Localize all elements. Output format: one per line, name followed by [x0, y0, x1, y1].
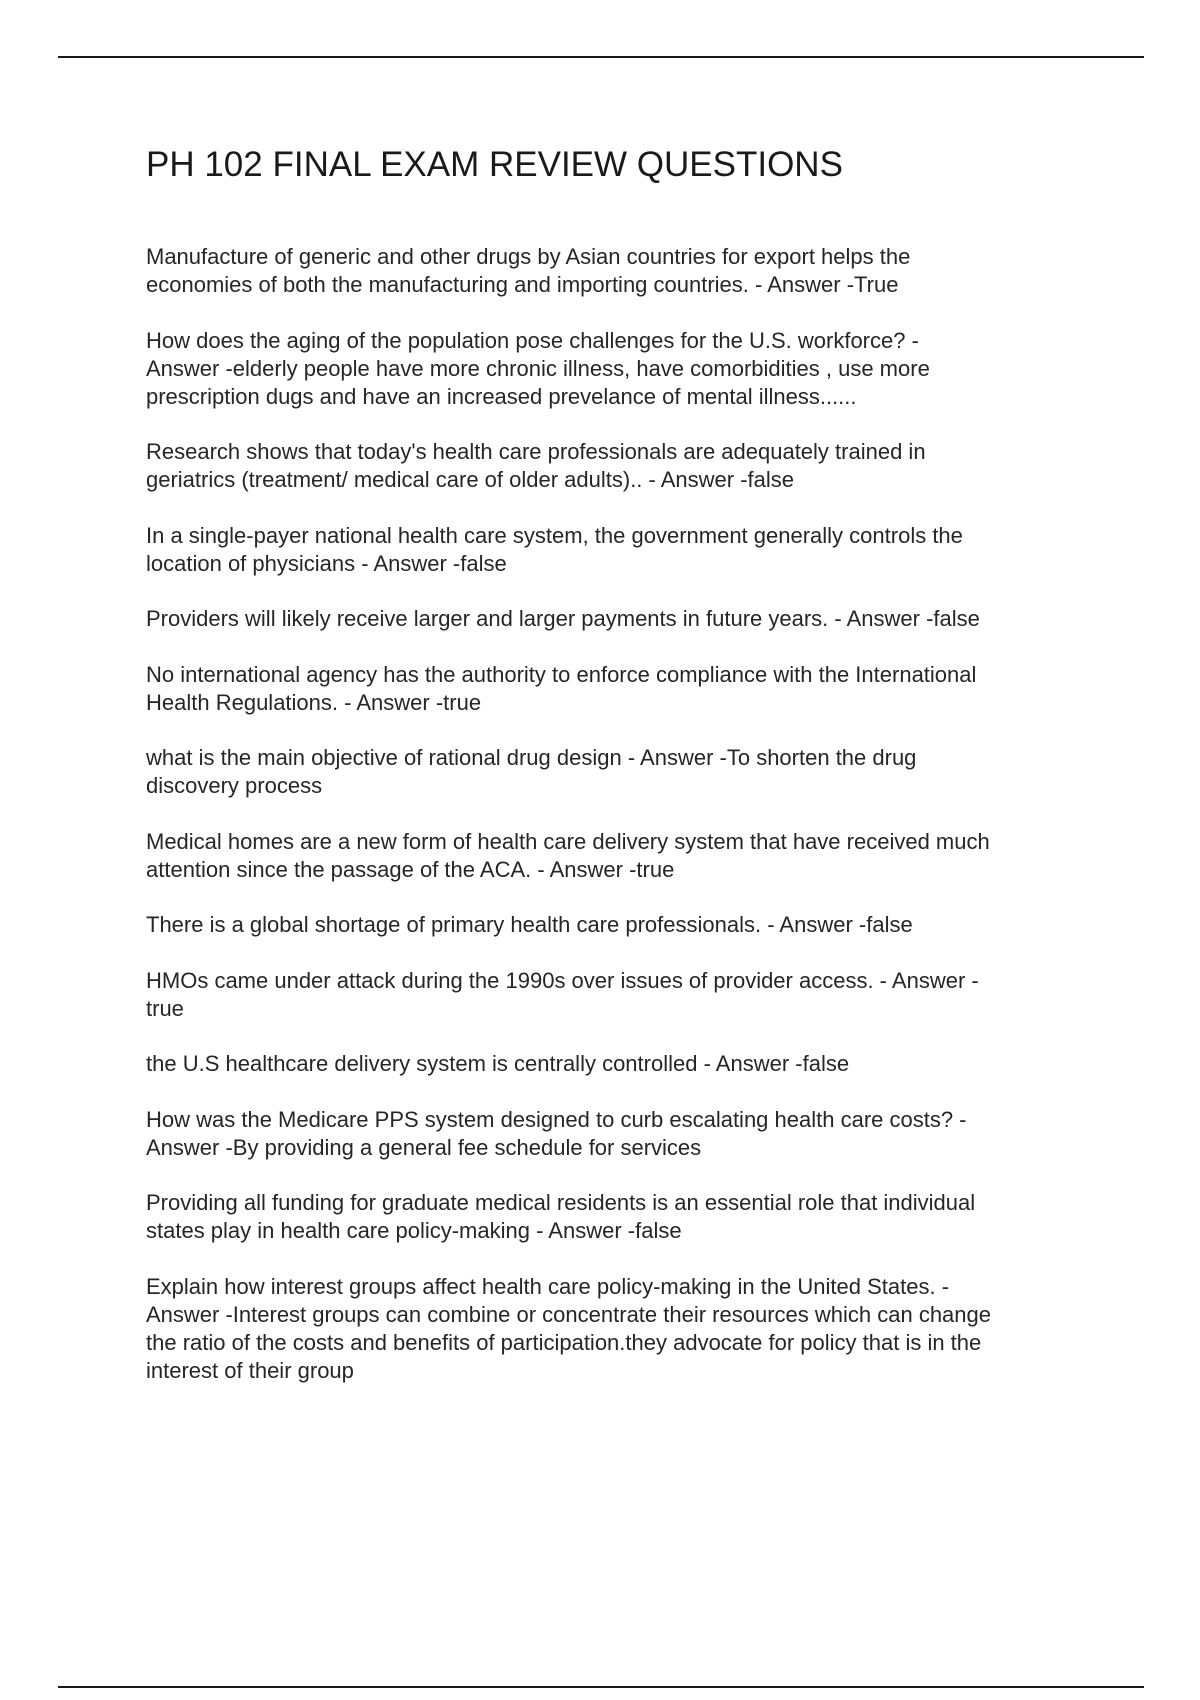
question-text-line: geriatrics (treatment/ medical care of older adults).. - Answer -false: [146, 467, 795, 492]
question-text-line: Health Regulations. - Answer -true: [146, 689, 482, 715]
question-item: [146, 1189, 1086, 1245]
question-list: [146, 243, 1086, 1412]
question-text-line: economies of both the manufacturing and importing countries. - Answer -True: [146, 272, 899, 297]
question-text-line: Providers will likely receive larger and larger payments in future years. - Answer -false: [146, 606, 980, 631]
question-item: [146, 1050, 1086, 1078]
question-item: [146, 243, 1086, 299]
question-text-line: the ratio of the costs and benefits of participation.they advocate for policy that is in the: [146, 1329, 982, 1355]
question-text-line: Answer -elderly people have more chronic illness, have comorbidities , use more: [146, 355, 930, 381]
question-item: [146, 967, 1086, 1023]
question-text-line: There is a global shortage of primary health care professionals. - Answer -false: [146, 912, 913, 937]
question-text-line: interest of their group: [146, 1357, 354, 1383]
question-item: [146, 911, 1086, 939]
question-text-line: Medical homes are a new form of health care delivery system that have received much: [146, 828, 990, 854]
question-text-line: How was the Medicare PPS system designed to curb escalating health care costs? -: [146, 1106, 967, 1132]
question-text-line: In a single-payer national health care system, the government generally controls the: [146, 522, 963, 548]
question-item: [146, 1273, 1086, 1385]
question-text-line: the U.S healthcare delivery system is centrally controlled - Answer -false: [146, 1051, 850, 1076]
bottom-rule: [58, 1686, 1144, 1688]
question-item: [146, 605, 1086, 633]
top-rule: [58, 56, 1144, 58]
question-text-line: what is the main objective of rational drug design - Answer -To shorten the drug: [146, 745, 917, 770]
question-item: [146, 828, 1086, 884]
question-text-line: attention since the passage of the ACA. - Answer -true: [146, 856, 675, 882]
question-text-line: states play in health care policy-making - Answer -false: [146, 1218, 682, 1243]
question-item: [146, 661, 1086, 717]
question-text-line: true: [146, 995, 184, 1021]
question-text-line: No international agency has the authority to enforce compliance with the International: [146, 661, 977, 687]
question-text-line: Providing all funding for graduate medical residents is an essential role that individual: [146, 1190, 976, 1215]
question-item: [146, 438, 1086, 494]
question-text-line: Answer -By providing a general fee schedule for services: [146, 1134, 702, 1160]
question-text-line: Research shows that today's health care professionals are adequately trained in: [146, 439, 926, 464]
question-item: [146, 327, 1086, 411]
question-text-line: prescription dugs and have an increased prevelance of mental illness......: [146, 383, 857, 409]
question-item: [146, 1106, 1086, 1162]
question-text-line: HMOs came under attack during the 1990s over issues of provider access. - Answer -: [146, 967, 979, 993]
question-text-line: discovery process: [146, 773, 323, 798]
question-item: [146, 522, 1086, 578]
question-text-line: How does the aging of the population pose challenges for the U.S. workforce? -: [146, 327, 919, 353]
question-text-line: Manufacture of generic and other drugs by Asian countries for export helps the: [146, 244, 911, 269]
question-text-line: Answer -Interest groups can combine or concentrate their resources which can change: [146, 1301, 991, 1327]
question-item: [146, 744, 1086, 800]
question-text-line: location of physicians - Answer -false: [146, 550, 507, 576]
question-text-line: Explain how interest groups affect health care policy-making in the United States. -: [146, 1273, 950, 1299]
page-title: PH 102 FINAL EXAM REVIEW QUESTIONS: [146, 145, 843, 184]
